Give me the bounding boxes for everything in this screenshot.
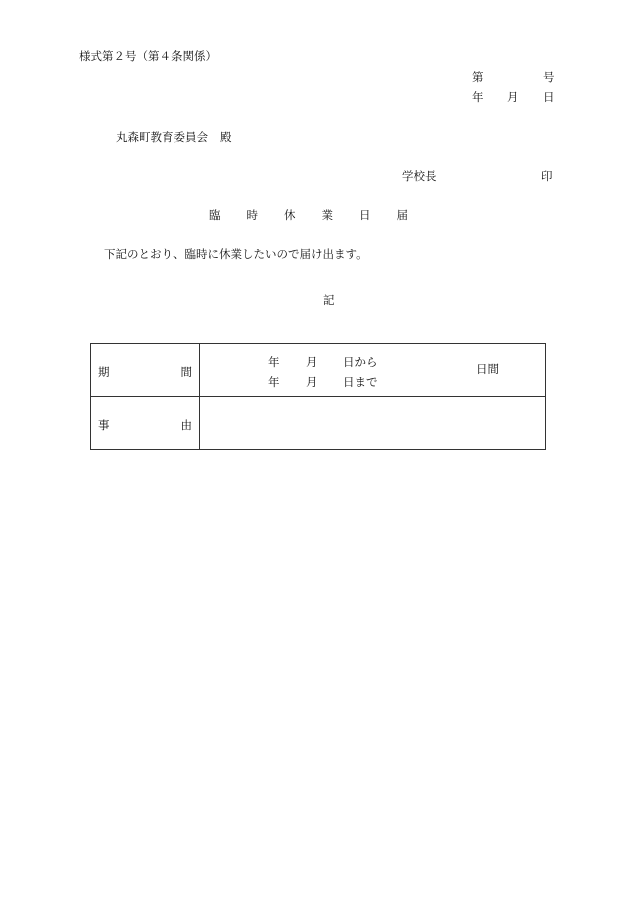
reason-row: [91, 397, 546, 450]
document-number-suffix: 号: [543, 70, 555, 84]
details-table: [90, 343, 546, 450]
body-text: 下記のとおり、臨時に休業したいので届け出ます。: [104, 247, 368, 261]
period-label-char: 間: [180, 365, 192, 379]
reason-label-cell: [91, 397, 200, 450]
title-char: 時: [246, 208, 258, 222]
title-char: 業: [321, 208, 333, 222]
document-number-prefix: 第: [472, 70, 484, 84]
title-char: 日: [359, 208, 371, 222]
date-month-label: 月: [507, 90, 519, 104]
period-to-line: [268, 374, 378, 390]
date-day-label: 日: [543, 90, 555, 104]
form-number: 様式第２号（第４条関係）: [79, 49, 217, 63]
days-count-label: 日間: [476, 362, 499, 376]
reason-label-char: 由: [180, 418, 192, 432]
period-row: [91, 344, 546, 397]
title-char: 臨: [209, 208, 221, 222]
reason-value-cell[interactable]: [200, 397, 546, 450]
title-char: 休: [284, 208, 296, 222]
to-year-label: 年: [268, 375, 280, 389]
to-day-label: 日まで: [343, 375, 378, 389]
period-label-char: 期: [98, 365, 110, 379]
from-year-label: 年: [268, 355, 280, 369]
to-month-label: 月: [306, 375, 318, 389]
title-char: 届: [396, 208, 408, 222]
period-from-line: [268, 354, 378, 370]
from-month-label: 月: [306, 355, 318, 369]
reason-label-char: 事: [98, 418, 110, 432]
seal-mark: 印: [541, 169, 553, 183]
sender-label: 学校長: [402, 169, 437, 183]
ki-heading: 記: [323, 293, 335, 307]
document-title: [0, 210, 630, 222]
addressee-name: 丸森町教育委員会: [116, 130, 208, 144]
date-year-label: 年: [472, 90, 484, 104]
from-day-label: 日から: [343, 355, 378, 369]
addressee: [116, 132, 232, 144]
period-value-cell[interactable]: [200, 344, 546, 397]
addressee-honorific: 殿: [220, 130, 232, 144]
period-label-cell: [91, 344, 200, 397]
